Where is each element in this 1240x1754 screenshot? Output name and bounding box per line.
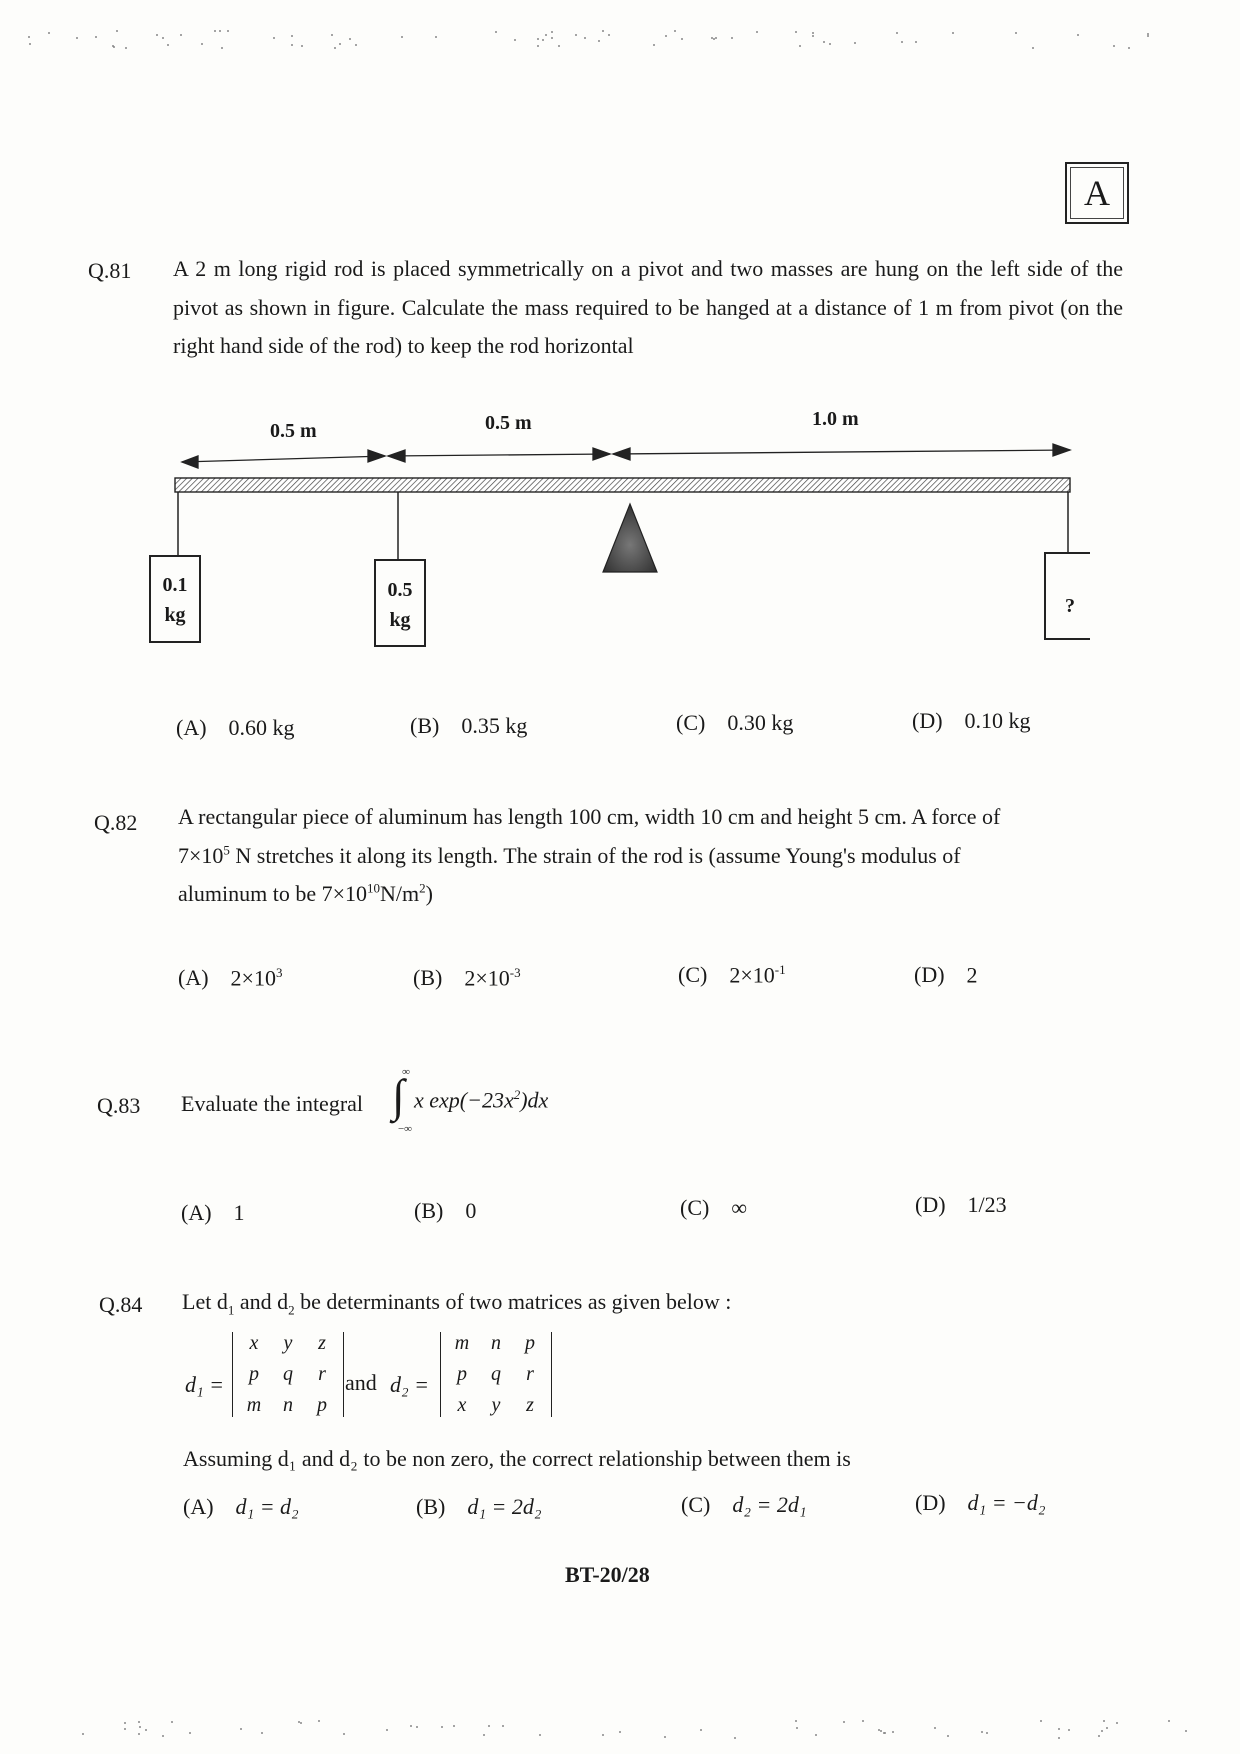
option-label: (B) <box>410 713 440 738</box>
option-82-a[interactable] <box>178 965 282 991</box>
matrix-cell: x <box>457 1394 467 1416</box>
option-84-c[interactable] <box>681 1492 806 1518</box>
integrand-post: )dx <box>520 1087 549 1113</box>
scan-speck <box>862 1720 864 1722</box>
scan-speck <box>95 36 97 38</box>
matrix-cell: q <box>491 1363 501 1385</box>
question-82-line-2 <box>178 837 1123 876</box>
scan-speck <box>318 1720 320 1722</box>
option-label: (A) <box>176 715 207 740</box>
scan-speck <box>584 37 586 39</box>
scan-speck <box>1032 47 1034 49</box>
determinant-d1 <box>232 1332 344 1417</box>
scan-speck <box>300 1722 302 1724</box>
scan-speck <box>608 34 610 36</box>
option-label: (B) <box>413 965 443 991</box>
mass-label-1-value: 0.1 <box>162 574 188 596</box>
scan-speck <box>575 34 577 36</box>
scan-speck <box>1040 1720 1042 1722</box>
scan-speck <box>934 1727 936 1729</box>
mass-label-2-value: 0.5 <box>387 579 413 601</box>
mass-label-3: ? <box>1065 595 1075 617</box>
scan-speck <box>483 1734 485 1736</box>
scan-speck <box>334 47 336 49</box>
q82-unit: N/m <box>380 881 420 906</box>
scan-speck <box>453 1725 455 1727</box>
scan-speck <box>1168 1720 1170 1722</box>
option-label: (D) <box>914 962 945 988</box>
option-81-d[interactable] <box>912 708 1031 734</box>
option-label: (C) <box>680 1195 710 1220</box>
scan-speck <box>542 39 544 41</box>
matrix-cell: z <box>318 1332 326 1354</box>
option-label: (D) <box>915 1490 946 1515</box>
scan-speck <box>339 43 341 45</box>
scan-speck <box>915 41 917 43</box>
scan-speck <box>619 1731 621 1733</box>
matrix-cell: r <box>318 1363 326 1385</box>
scan-speck <box>653 44 655 46</box>
scan-speck <box>331 34 333 36</box>
rigid-rod <box>175 478 1070 492</box>
scan-speck <box>796 1727 798 1729</box>
dim-label-2: 0.5 m <box>485 412 532 434</box>
scan-speck <box>674 30 676 32</box>
page-footer: BT-20/28 <box>565 1562 650 1587</box>
scan-speck <box>1077 34 1079 36</box>
scan-speck <box>896 32 898 34</box>
scan-speck <box>386 1729 388 1731</box>
option-label: (A) <box>178 965 209 991</box>
scan-speck <box>113 46 115 48</box>
scan-speck <box>138 1721 140 1723</box>
q84-sub-2: 2 <box>288 1302 295 1318</box>
d1-label: d₁ = <box>185 1372 224 1397</box>
scan-speck <box>665 35 667 37</box>
q82-modulus-base: aluminum to be 7×10 <box>178 881 367 906</box>
scan-speck <box>502 1725 504 1727</box>
q82-close: ) <box>425 881 433 906</box>
option-label: (C) <box>678 962 708 988</box>
option-base: 2×10 <box>729 962 775 988</box>
q82-modulus-exp: 10 <box>367 880 380 896</box>
matrix-cell: y <box>491 1394 501 1416</box>
option-82-c[interactable] <box>678 962 786 988</box>
option-exp: -1 <box>774 962 786 977</box>
option-exp: -3 <box>509 965 521 980</box>
option-83-c[interactable] <box>680 1195 747 1221</box>
scan-speck <box>82 1733 84 1735</box>
answer-key-box <box>1065 162 1129 224</box>
scan-speck <box>1015 32 1017 34</box>
question-83-text: Evaluate the integral <box>181 1091 364 1116</box>
option-base: 2 <box>966 962 978 988</box>
scan-speck <box>713 38 715 40</box>
question-number-83: Q.83 <box>97 1093 141 1118</box>
option-text: d₁ = d₂ <box>235 1494 299 1519</box>
dim-label-3: 1.0 m <box>812 408 859 430</box>
option-label: (A) <box>181 1200 212 1225</box>
scan-speck <box>227 30 229 32</box>
option-label: (B) <box>416 1494 446 1519</box>
pivot-triangle <box>603 504 657 572</box>
scan-speck <box>664 1736 666 1738</box>
matrix-cell: q <box>283 1363 293 1385</box>
scan-speck <box>734 1737 736 1739</box>
scan-speck <box>700 1729 702 1731</box>
scan-speck <box>1058 1728 1060 1730</box>
q84-text-pre: Let d <box>182 1289 228 1314</box>
option-81-b[interactable] <box>410 713 527 739</box>
option-text: 1/23 <box>967 1192 1007 1217</box>
integrand-pre: x exp(−23x <box>414 1087 514 1113</box>
scan-speck <box>901 41 903 43</box>
matrix-cell: n <box>491 1332 501 1354</box>
scan-speck <box>545 34 547 36</box>
scan-speck <box>139 1726 141 1728</box>
scan-speck <box>162 1735 164 1737</box>
scan-speck <box>273 37 275 39</box>
scan-speck <box>1058 1737 1060 1739</box>
mass-label-2 <box>375 575 425 635</box>
option-text: 0.60 kg <box>228 715 295 740</box>
option-label: (C) <box>676 710 706 735</box>
scan-speck <box>756 31 758 33</box>
scan-speck <box>878 1729 880 1731</box>
scan-speck <box>602 1734 604 1736</box>
option-label: (D) <box>915 1192 946 1217</box>
matrix-cell: p <box>457 1363 467 1385</box>
scan-speck <box>441 1726 443 1728</box>
scan-speck <box>829 43 831 45</box>
option-text: d₁ = −d₂ <box>967 1490 1046 1515</box>
option-text: 0.30 kg <box>727 710 794 735</box>
q82-force-base: 7×10 <box>178 842 224 868</box>
scan-speck <box>1128 47 1130 49</box>
scan-speck <box>214 30 216 32</box>
matrix-cell: m <box>246 1394 262 1416</box>
scan-speck <box>167 44 169 46</box>
question-81-text: A 2 m long rigid rod is placed symmetrically on a pivot and two masses are hung on the left side of the pivot as shown in figure. Calculate the mass required to be hanged at a distance of 1 m from pivot (on the right hand side of the rod) to keep the rod horizontal <box>173 256 1123 358</box>
q84-text-post: be determinants of two matrices as given below : <box>294 1289 732 1314</box>
matrix-cell: n <box>283 1394 293 1416</box>
integral-lower-limit: −∞ <box>397 1123 413 1135</box>
scan-speck <box>29 43 31 45</box>
scan-speck <box>795 31 797 33</box>
scan-speck <box>551 31 553 33</box>
matrix-cell: p <box>249 1363 259 1385</box>
option-label: (D) <box>912 708 943 733</box>
scan-speck <box>843 1721 845 1723</box>
option-text: ∞ <box>731 1195 748 1220</box>
option-83-b[interactable] <box>414 1198 476 1224</box>
scan-speck <box>1068 1729 1070 1731</box>
scan-speck <box>291 35 293 37</box>
scan-speck <box>416 1726 418 1728</box>
q82-line2-rest: N stretches it along its length. The strain of the rod is (assume Young's modulus of <box>229 842 961 868</box>
scan-speck <box>731 37 733 39</box>
question-number-82: Q.82 <box>94 810 138 835</box>
scan-speck <box>401 36 403 38</box>
d2-label: d₂ = <box>390 1372 429 1397</box>
matrix-cell: z <box>526 1394 534 1416</box>
question-82-text <box>178 798 1123 914</box>
question-82-line-1: A rectangular piece of aluminum has length 100 cm, width 10 cm and height 5 cm. A force of <box>178 804 1001 829</box>
matrix-cell: r <box>526 1363 534 1385</box>
scan-speck <box>558 45 560 47</box>
scan-speck <box>349 38 351 40</box>
scan-speck <box>240 1728 242 1730</box>
scan-speck <box>815 1734 817 1736</box>
option-label: (C) <box>681 1492 711 1517</box>
scan-speck <box>291 44 293 46</box>
scan-speck <box>1101 1730 1103 1732</box>
scan-speck <box>598 40 600 42</box>
scan-speck <box>162 37 164 39</box>
scan-speck <box>261 1732 263 1734</box>
option-84-d[interactable] <box>915 1490 1046 1516</box>
scan-speck <box>892 1731 894 1733</box>
q84-text-mid: and d <box>234 1289 289 1314</box>
option-84-b[interactable] <box>416 1494 541 1520</box>
integral-sign: ∫ <box>392 1070 405 1121</box>
scan-speck <box>537 38 539 40</box>
mass-label-1-unit: kg <box>164 604 186 626</box>
scan-speck <box>854 42 856 44</box>
option-exp: 3 <box>275 965 283 980</box>
scan-speck <box>514 39 516 41</box>
q82-unit-exp: 2 <box>419 880 426 896</box>
scan-speck <box>28 36 30 38</box>
scan-speck <box>171 1721 173 1723</box>
scan-speck <box>947 1735 949 1737</box>
mass-label-1 <box>150 570 200 630</box>
scan-speck <box>1116 1722 1118 1724</box>
scan-speck <box>1103 1720 1105 1722</box>
and-text: and <box>345 1370 377 1395</box>
dim-label-1: 0.5 m <box>270 420 317 442</box>
scan-speck <box>138 1733 140 1735</box>
option-84-a[interactable] <box>183 1494 299 1520</box>
question-82-line-3 <box>178 875 1123 914</box>
scan-speck <box>189 1732 191 1734</box>
scan-speck <box>435 36 437 38</box>
question-84-assumption: Assuming d₁ and d₂ to be non zero, the correct relationship between them is <box>183 1446 851 1471</box>
scan-speck <box>156 34 158 36</box>
scan-speck <box>219 30 221 32</box>
option-text: d₁ = 2d₂ <box>467 1494 542 1519</box>
scan-speck <box>537 45 539 47</box>
scan-speck <box>343 1733 345 1735</box>
option-81-c[interactable] <box>676 710 793 736</box>
matrix-cell: p <box>317 1394 327 1416</box>
scan-speck <box>812 35 814 37</box>
option-text: d₂ = 2d₁ <box>732 1492 807 1517</box>
scan-speck <box>145 1729 147 1731</box>
scan-speck <box>681 38 683 40</box>
scan-speck <box>884 1732 886 1734</box>
scan-speck <box>301 45 303 47</box>
scan-speck <box>1147 35 1149 37</box>
scan-speck <box>602 30 604 32</box>
option-text: 0.35 kg <box>461 713 528 738</box>
scan-speck <box>986 1732 988 1734</box>
option-text: 0 <box>465 1198 477 1223</box>
option-label: (A) <box>183 1494 214 1519</box>
scan-speck <box>76 37 78 39</box>
q84-sub-1: 1 <box>227 1302 235 1318</box>
matrix-cell: m <box>454 1332 470 1354</box>
integral-expression <box>414 1087 548 1113</box>
scan-speck <box>124 1722 126 1724</box>
question-84-text <box>182 1283 731 1322</box>
option-81-a[interactable] <box>176 715 295 741</box>
option-text: 1 <box>233 1200 245 1225</box>
scan-speck <box>116 30 118 32</box>
scan-speck <box>221 47 223 49</box>
dimension-arrows <box>182 444 1070 468</box>
option-83-a[interactable] <box>181 1200 245 1226</box>
scan-speck <box>1098 1735 1100 1737</box>
matrix-cell: x <box>249 1332 259 1354</box>
scan-speck <box>823 41 825 43</box>
answer-key-letter: A <box>1084 173 1110 213</box>
scan-speck <box>1106 1727 1108 1729</box>
scan-speck <box>981 1731 983 1733</box>
option-82-b[interactable] <box>413 965 521 991</box>
scan-speck <box>410 1725 412 1727</box>
scan-speck <box>880 1730 882 1732</box>
option-base: 2×10 <box>464 965 510 991</box>
option-label: (B) <box>414 1198 444 1223</box>
scan-speck <box>812 32 814 34</box>
scan-speck <box>180 34 182 36</box>
scan-speck <box>124 1728 126 1730</box>
question-number-81: Q.81 <box>88 258 132 283</box>
matrix-cell: p <box>525 1332 535 1354</box>
scan-speck <box>201 43 203 45</box>
integral-upper-limit: ∞ <box>402 1066 410 1078</box>
scan-speck <box>488 1725 490 1727</box>
scan-speck <box>1185 1730 1187 1732</box>
option-base: 2×10 <box>230 965 276 991</box>
question-number-84: Q.84 <box>99 1292 143 1317</box>
scan-speck <box>715 37 717 39</box>
scan-speck <box>551 37 553 39</box>
matrix-cell: y <box>283 1332 293 1354</box>
scan-speck <box>952 32 954 34</box>
option-82-d[interactable] <box>914 962 978 988</box>
scan-speck <box>48 32 50 34</box>
determinant-d2 <box>440 1332 552 1417</box>
option-83-d[interactable] <box>915 1192 1007 1218</box>
scan-speck <box>1113 45 1115 47</box>
scan-speck <box>355 44 357 46</box>
scan-speck <box>799 45 801 47</box>
scan-speck <box>495 31 497 33</box>
scan-speck <box>125 47 127 49</box>
option-text: 0.10 kg <box>964 708 1031 733</box>
mass-label-2-unit: kg <box>389 609 411 631</box>
q82-force-exp: 5 <box>223 842 230 858</box>
scan-speck <box>539 1734 541 1736</box>
scan-speck <box>795 1720 797 1722</box>
integrand-exp: 2 <box>513 1087 521 1102</box>
